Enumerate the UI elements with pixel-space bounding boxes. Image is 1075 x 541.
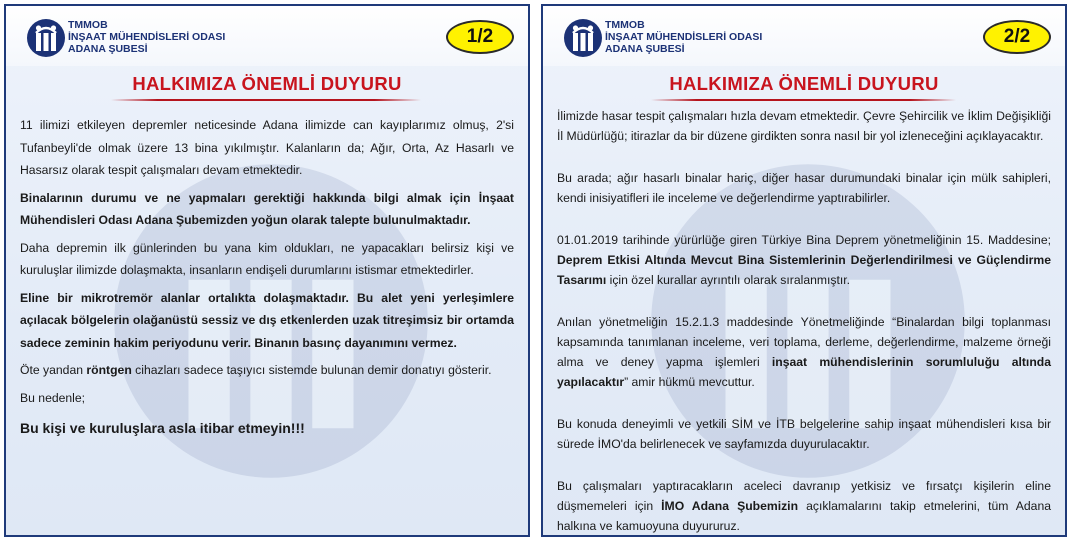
paragraph: İlimizde hasar tespit çalışmaları hızla devam etmektedir. Çevre Şehircilik ve İklim Değişikliği İl Müdürlüğü; itirazlar da bir düzene girdikten sonra nasıl bir yol izleneceğini açıklayacaktır.: [557, 109, 1051, 143]
paragraph: 11 ilimizi etkileyen depremler neticesinde Adana ilimizde can kayıplarımız olmuş, 2'si Tufanbeyli'de olmak üzere 13 bina yıkılmıştır. Kalanların da; Ağır, Orta, Az Hasarlı ve Hasarsız olarak tespit çalışmaları devam etmektedir.: [20, 118, 514, 177]
announcement-title: HALKIMIZA ÖNEMLİ DUYURU: [132, 73, 402, 94]
paragraph: Anılan yönetmeliğin 15.2.1.3 maddesinde Yönetmeliğinde “Binalardan bilgi toplanması kapsamında tanımlanan inceleme, veri toplama, derleme, değerlendirme, malzeme örneği alma ve deney yapma işlemleri inşaat mühendislerinin sorumluluğu altında yapılacaktır” amir hükmü mevcuttur.: [557, 315, 1051, 389]
paragraph: Binalarının durumu ve ne yapmaları gerektiği hakkında bilgi almak için İnşaat Mühendisleri Odası Adana Şubemizden yoğun olarak talepte bulunulmaktadır.: [20, 190, 514, 227]
announcement-body: [20, 114, 514, 445]
page-number-badge: 1/2: [446, 20, 514, 54]
announcement-title: HALKIMIZA ÖNEMLİ DUYURU: [669, 73, 939, 94]
announcement-body: [557, 106, 1051, 537]
title-underline: [651, 99, 956, 101]
imo-logo-icon: [26, 18, 66, 58]
announcement-page-1: [4, 4, 530, 537]
header: [6, 6, 528, 66]
title-underline: [111, 99, 421, 101]
page-number-badge: 2/2: [983, 20, 1051, 54]
paragraph: Bu nedenle;: [20, 390, 86, 405]
paragraph: Daha depremin ilk günlerinden bu yana kim oldukları, ne yapacakları belirsiz kişi ve kuruluşlar ilimizde dolaşmakta, insanların endişeli durumlarını istismar etmektedirler.: [20, 240, 514, 277]
paragraph: Bu çalışmaları yaptıracakların aceleci davranıp yetkisiz ve fırsatçı kişilerin eline düşmemeleri için İMO Adana Şubemizin açıklamalarını takip etmelerini, tüm Adana halkına ve kamuoyuna duyururuz.: [557, 479, 1052, 533]
header: [543, 6, 1065, 66]
organization-name: TMMOB İNŞAAT MÜHENDİSLERİ ODASI ADANA ŞUBESİ: [605, 19, 763, 55]
announcement-page-2: [541, 4, 1067, 537]
paragraph: Bu konuda deneyimli ve yetkili SİM ve İTB belgelerine sahip inşaat mühendisleri kısa bir sürede İMO'da belirlenecek ve sayfamızda duyurulacaktır.: [557, 417, 1051, 451]
paragraph: Eline bir mikrotremör alanlar ortalıkta dolaşmaktadır. Bu alet yeni yerleşimlere açılacak bölgelerin olağanüstü sessiz ve dış etkenlerden uzak titreşimsiz bir ortamda sadece zeminin hakim periyodunu verir. Binanın basınç dayanımını vermez.: [20, 290, 514, 350]
paragraph: Bu arada; ağır hasarlı binalar hariç, diğer hasar durumundaki binalar için mülk sahipleri, kendi inisiyatifleri ile inceleme ve değerlendirme yaptırabilirler.: [557, 171, 1051, 205]
paragraph: 01.01.2019 tarihinde yürürlüğe giren Türkiye Bina Deprem yönetmeliğinin 15. Maddesine; Deprem Etkisi Altında Mevcut Bina Sistemlerinin Değerlendirilmesi ve Güçlendirme Tasarımı için özel kurallar ayrıntılı olarak sıralanmıştır.: [557, 233, 1051, 287]
imo-logo-icon: [563, 18, 603, 58]
organization-name: TMMOB İNŞAAT MÜHENDİSLERİ ODASI ADANA ŞUBESİ: [68, 19, 226, 55]
warning-text: Bu kişi ve kuruluşlara asla itibar etmeyin!!!: [20, 420, 305, 436]
paragraph: Öte yandan röntgen cihazları sadece taşıyıcı sistemde bulunan demir donatıyı gösterir.: [20, 363, 492, 377]
